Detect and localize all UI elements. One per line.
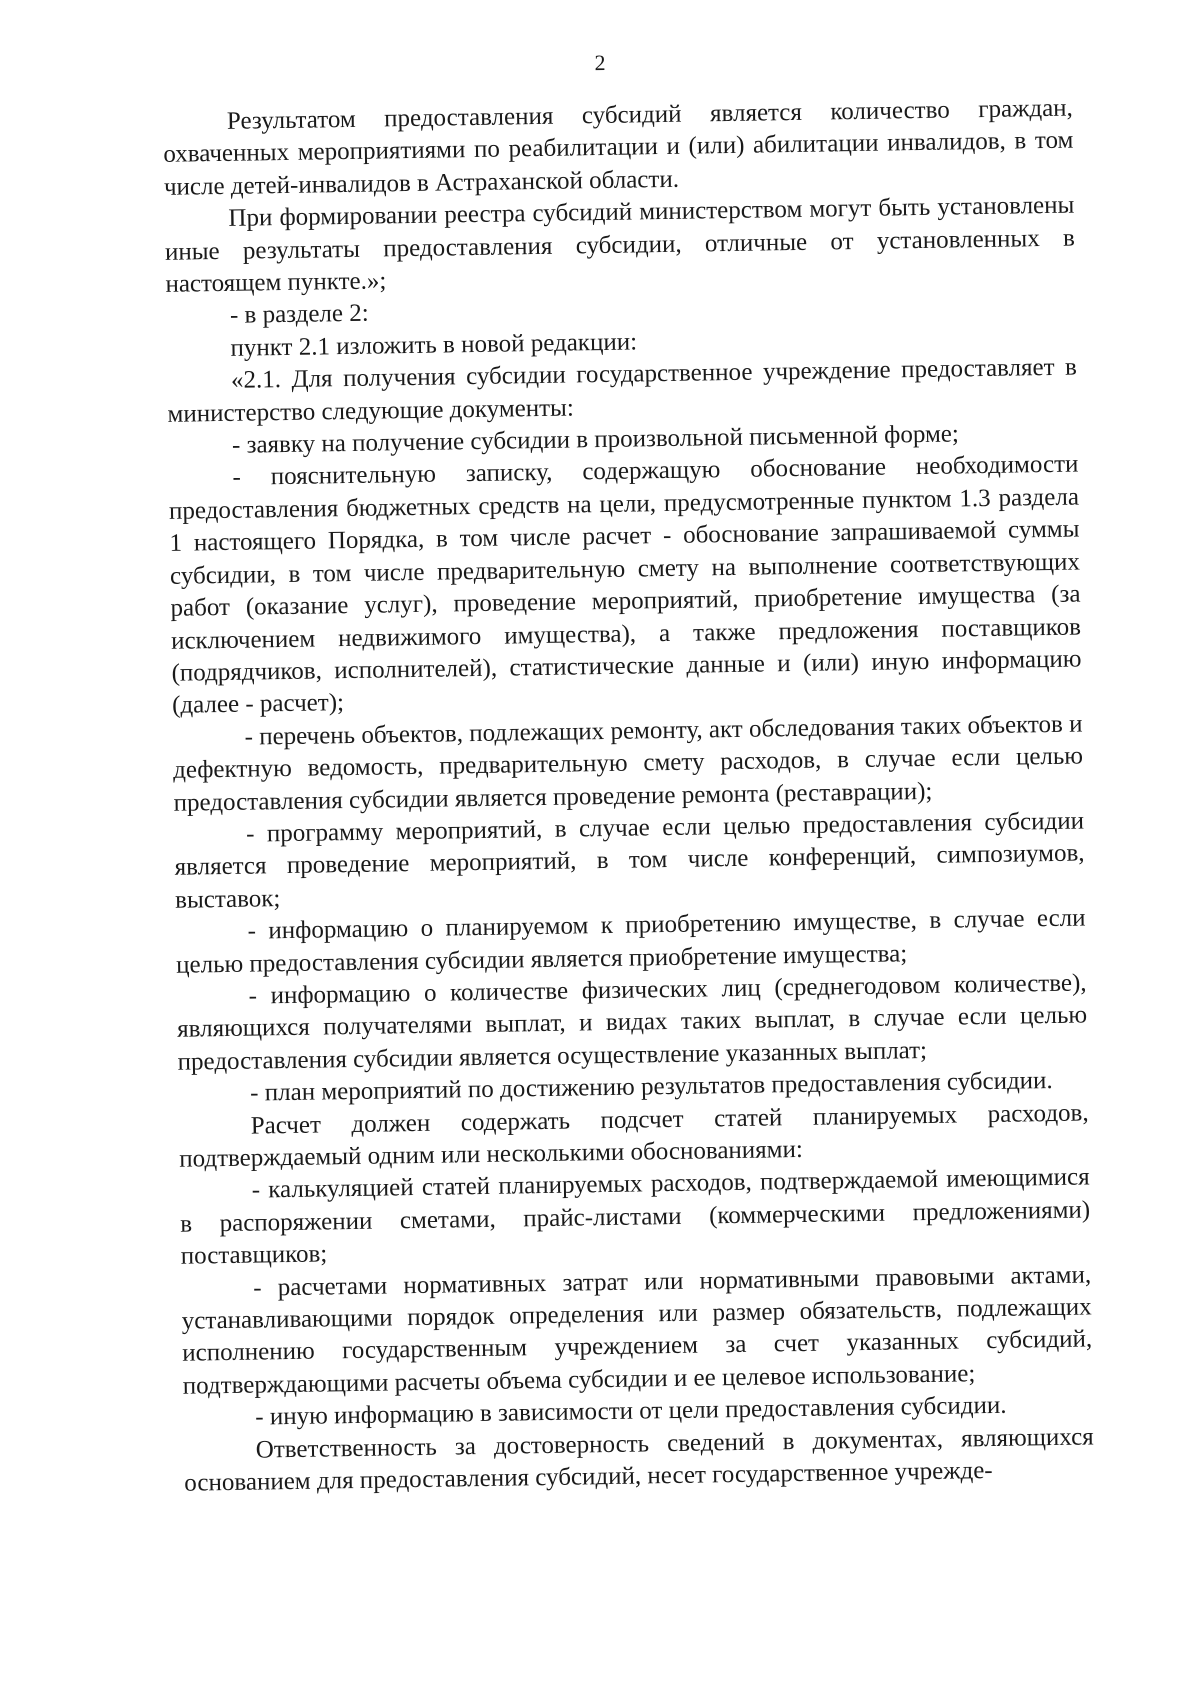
paragraph: - перечень объектов, подлежащих ремонту, акт обследования таких объектов и дефектную ведомость, предварительную смету расходов, в случае если целью предоставления субсидии является проведение ремонта (реставрации); <box>172 710 1084 817</box>
paragraph: Расчет должен содержать подсчет статей планируемых расходов, подтверждаемый одним или несколькими обоснованиями: <box>179 1099 1089 1173</box>
paragraph: - иную информацию в зависимости от цели предоставления субсидии. <box>255 1392 1007 1431</box>
paragraph: - информацию о планируемом к приобретению имуществе, в случае если целью предоставления субсидии является приобретение имущества; <box>175 904 1086 979</box>
paragraph: - информацию о количестве физических лиц (среднегодовом количестве), являющихся получателями выплат, и видах таких выплат, в случае если целью предоставления субсидии является осуществление указанных выплат; <box>176 969 1088 1076</box>
paragraph: При формировании реестра субсидий министерством могут быть установлены иные результаты предоставления субсидии, отличные от установленных в настоящем пункте.»; <box>164 191 1076 298</box>
paragraph: - заявку на получение субсидии в произвольной письменной форме; <box>231 420 960 459</box>
paragraph: - расчетами нормативных затрат или нормативными правовыми актами, устанавливающими порядок определения или размер обязательств, подлежащих исполнению государственным учреждением за счет указанных субсидий, подтверждающими расчеты объема субсидии и ее целевое использование; <box>181 1261 1093 1400</box>
paragraph: - пояснительную записку, содержащую обоснование необходимости предоставления бюджетных средств на цели, предусмотренные пунктом 1.3 раздела 1 настоящего Порядка, в том числе расчет - обоснование запрашиваемой суммы субсидии, в том числе предварительную смету на выполнение соответствующих работ (оказание услуг), проведение мероприятий, приобретение имущества (за исключением недвижимого имущества), а также предложения поставщиков (подрядчиков, исполнителей), статистические данные и (или) иную информацию (далее - расчет); <box>168 451 1082 720</box>
document-body <box>163 93 1095 1501</box>
paragraph: - программу мероприятий, в случае если целью предоставления субсидии является проведение мероприятий, в том числе конференций, симпозиумов, выставок; <box>174 807 1085 914</box>
paragraph: Результатом предоставления субсидий является количество граждан, охваченных мероприятиями по реабилитации и (или) абилитации инвалидов, в том числе детей-инвалидов в Астраханской области. <box>163 94 1074 201</box>
paragraph: «2.1. Для получения субсидии государственное учреждение предоставляет в министерство следующие документы: <box>167 353 1078 428</box>
paragraph: пункт 2.1 изложить в новой редакции: <box>230 328 638 362</box>
page-number: 2 <box>594 49 606 76</box>
paragraph: Ответственность за достоверность сведений в документах, являющихся основанием для предоставления субсидий, несет государственное учрежде- <box>184 1423 1094 1497</box>
paragraph: - калькуляцией статей планируемых расходов, подтверждаемой имеющимися в распоряжении сметами, прайс-листами (коммерческими предложениями) поставщиков; <box>180 1163 1091 1270</box>
paragraph: - план мероприятий по достижению результатов предоставления субсидии. <box>249 1067 1053 1107</box>
paragraph: - в разделе 2: <box>229 300 369 330</box>
